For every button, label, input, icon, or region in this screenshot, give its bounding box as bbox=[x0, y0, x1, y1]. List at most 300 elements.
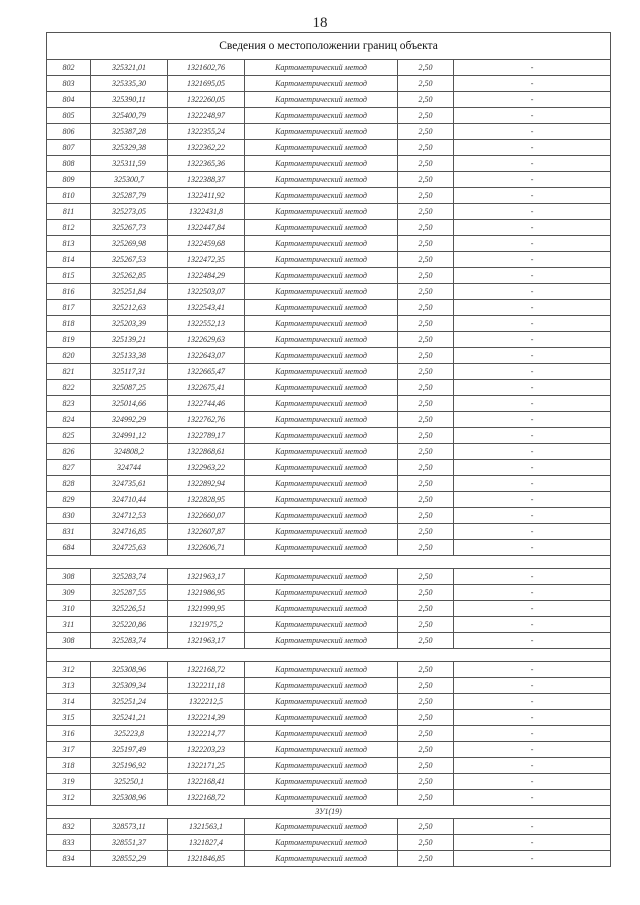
accuracy-cell: 2,50 bbox=[398, 252, 454, 268]
accuracy-cell: 2,50 bbox=[398, 172, 454, 188]
method-cell: Картометрический метод bbox=[245, 140, 398, 156]
y-coordinate-cell: 1322431,8 bbox=[168, 204, 245, 220]
point-number-cell: 314 bbox=[47, 694, 91, 710]
accuracy-cell: 2,50 bbox=[398, 835, 454, 851]
description-cell: - bbox=[454, 524, 611, 540]
x-coordinate-cell: 324712,53 bbox=[91, 508, 168, 524]
accuracy-cell: 2,50 bbox=[398, 540, 454, 556]
y-coordinate-cell: 1322211,18 bbox=[168, 678, 245, 694]
description-cell: - bbox=[454, 348, 611, 364]
x-coordinate-cell: 325251,24 bbox=[91, 694, 168, 710]
accuracy-cell: 2,50 bbox=[398, 569, 454, 585]
description-cell: - bbox=[454, 268, 611, 284]
accuracy-cell: 2,50 bbox=[398, 76, 454, 92]
table-row bbox=[47, 444, 611, 460]
table-row bbox=[47, 380, 611, 396]
y-coordinate-cell: 1321999,95 bbox=[168, 601, 245, 617]
group-separator bbox=[47, 556, 611, 569]
method-cell: Картометрический метод bbox=[245, 774, 398, 790]
description-cell: - bbox=[454, 476, 611, 492]
y-coordinate-cell: 1322789,17 bbox=[168, 428, 245, 444]
accuracy-cell: 2,50 bbox=[398, 364, 454, 380]
y-coordinate-cell: 1322643,07 bbox=[168, 348, 245, 364]
y-coordinate-cell: 1321846,85 bbox=[168, 851, 245, 867]
accuracy-cell: 2,50 bbox=[398, 188, 454, 204]
y-coordinate-cell: 1322484,29 bbox=[168, 268, 245, 284]
point-number-cell: 809 bbox=[47, 172, 91, 188]
description-cell: - bbox=[454, 188, 611, 204]
method-cell: Картометрический метод bbox=[245, 710, 398, 726]
table-row bbox=[47, 819, 611, 835]
table-row bbox=[47, 332, 611, 348]
description-cell: - bbox=[454, 633, 611, 649]
description-cell: - bbox=[454, 819, 611, 835]
y-coordinate-cell: 1322892,94 bbox=[168, 476, 245, 492]
y-coordinate-cell: 1322411,92 bbox=[168, 188, 245, 204]
description-cell: - bbox=[454, 790, 611, 806]
description-cell: - bbox=[454, 835, 611, 851]
y-coordinate-cell: 1321602,76 bbox=[168, 60, 245, 76]
method-cell: Картометрический метод bbox=[245, 348, 398, 364]
accuracy-cell: 2,50 bbox=[398, 348, 454, 364]
y-coordinate-cell: 1322828,95 bbox=[168, 492, 245, 508]
x-coordinate-cell: 325133,38 bbox=[91, 348, 168, 364]
table-row bbox=[47, 300, 611, 316]
y-coordinate-cell: 1322447,84 bbox=[168, 220, 245, 236]
description-cell: - bbox=[454, 678, 611, 694]
method-cell: Картометрический метод bbox=[245, 220, 398, 236]
method-cell: Картометрический метод bbox=[245, 540, 398, 556]
table-row bbox=[47, 569, 611, 585]
accuracy-cell: 2,50 bbox=[398, 694, 454, 710]
table-row bbox=[47, 108, 611, 124]
method-cell: Картометрический метод bbox=[245, 172, 398, 188]
point-number-cell: 819 bbox=[47, 332, 91, 348]
point-number-cell: 316 bbox=[47, 726, 91, 742]
method-cell: Картометрический метод bbox=[245, 108, 398, 124]
accuracy-cell: 2,50 bbox=[398, 92, 454, 108]
table-title: Сведения о местоположении границ объекта bbox=[47, 33, 611, 60]
point-number-cell: 804 bbox=[47, 92, 91, 108]
table-row bbox=[47, 790, 611, 806]
method-cell: Картометрический метод bbox=[245, 364, 398, 380]
table-row bbox=[47, 252, 611, 268]
description-cell: - bbox=[454, 540, 611, 556]
accuracy-cell: 2,50 bbox=[398, 156, 454, 172]
accuracy-cell: 2,50 bbox=[398, 774, 454, 790]
description-cell: - bbox=[454, 236, 611, 252]
method-cell: Картометрический метод bbox=[245, 524, 398, 540]
point-number-cell: 834 bbox=[47, 851, 91, 867]
description-cell: - bbox=[454, 140, 611, 156]
x-coordinate-cell: 325087,25 bbox=[91, 380, 168, 396]
point-number-cell: 803 bbox=[47, 76, 91, 92]
table-row bbox=[47, 60, 611, 76]
table-row bbox=[47, 758, 611, 774]
y-coordinate-cell: 1322355,24 bbox=[168, 124, 245, 140]
x-coordinate-cell: 325329,38 bbox=[91, 140, 168, 156]
x-coordinate-cell: 324710,44 bbox=[91, 492, 168, 508]
accuracy-cell: 2,50 bbox=[398, 617, 454, 633]
y-coordinate-cell: 1321963,17 bbox=[168, 569, 245, 585]
method-cell: Картометрический метод bbox=[245, 790, 398, 806]
accuracy-cell: 2,50 bbox=[398, 662, 454, 678]
table-row bbox=[47, 460, 611, 476]
accuracy-cell: 2,50 bbox=[398, 140, 454, 156]
point-number-cell: 810 bbox=[47, 188, 91, 204]
point-number-cell: 802 bbox=[47, 60, 91, 76]
x-coordinate-cell: 325283,74 bbox=[91, 633, 168, 649]
y-coordinate-cell: 1322543,41 bbox=[168, 300, 245, 316]
accuracy-cell: 2,50 bbox=[398, 492, 454, 508]
method-cell: Картометрический метод bbox=[245, 444, 398, 460]
method-cell: Картометрический метод bbox=[245, 412, 398, 428]
x-coordinate-cell: 325250,1 bbox=[91, 774, 168, 790]
accuracy-cell: 2,50 bbox=[398, 124, 454, 140]
accuracy-cell: 2,50 bbox=[398, 396, 454, 412]
method-cell: Картометрический метод bbox=[245, 428, 398, 444]
accuracy-cell: 2,50 bbox=[398, 428, 454, 444]
description-cell: - bbox=[454, 569, 611, 585]
x-coordinate-cell: 325335,30 bbox=[91, 76, 168, 92]
description-cell: - bbox=[454, 601, 611, 617]
table-header-row bbox=[47, 33, 611, 60]
method-cell: Картометрический метод bbox=[245, 678, 398, 694]
x-coordinate-cell: 325139,21 bbox=[91, 332, 168, 348]
table-row bbox=[47, 524, 611, 540]
x-coordinate-cell: 325287,55 bbox=[91, 585, 168, 601]
x-coordinate-cell: 325267,73 bbox=[91, 220, 168, 236]
description-cell: - bbox=[454, 396, 611, 412]
method-cell: Картометрический метод bbox=[245, 460, 398, 476]
y-coordinate-cell: 1322744,46 bbox=[168, 396, 245, 412]
y-coordinate-cell: 1322168,72 bbox=[168, 790, 245, 806]
method-cell: Картометрический метод bbox=[245, 156, 398, 172]
point-number-cell: 684 bbox=[47, 540, 91, 556]
description-cell: - bbox=[454, 662, 611, 678]
point-number-cell: 807 bbox=[47, 140, 91, 156]
point-number-cell: 820 bbox=[47, 348, 91, 364]
accuracy-cell: 2,50 bbox=[398, 380, 454, 396]
accuracy-cell: 2,50 bbox=[398, 412, 454, 428]
description-cell: - bbox=[454, 284, 611, 300]
table-row bbox=[47, 140, 611, 156]
table-row bbox=[47, 236, 611, 252]
x-coordinate-cell: 325387,28 bbox=[91, 124, 168, 140]
point-number-cell: 310 bbox=[47, 601, 91, 617]
y-coordinate-cell: 1322660,07 bbox=[168, 508, 245, 524]
table-row bbox=[47, 428, 611, 444]
x-coordinate-cell: 324735,61 bbox=[91, 476, 168, 492]
x-coordinate-cell: 325300,7 bbox=[91, 172, 168, 188]
table-row bbox=[47, 835, 611, 851]
table-row bbox=[47, 633, 611, 649]
x-coordinate-cell: 325223,8 bbox=[91, 726, 168, 742]
description-cell: - bbox=[454, 204, 611, 220]
point-number-cell: 814 bbox=[47, 252, 91, 268]
point-number-cell: 826 bbox=[47, 444, 91, 460]
x-coordinate-cell: 325269,98 bbox=[91, 236, 168, 252]
method-cell: Картометрический метод bbox=[245, 835, 398, 851]
accuracy-cell: 2,50 bbox=[398, 851, 454, 867]
point-number-cell: 828 bbox=[47, 476, 91, 492]
x-coordinate-cell: 328551,37 bbox=[91, 835, 168, 851]
method-cell: Картометрический метод bbox=[245, 662, 398, 678]
description-cell: - bbox=[454, 492, 611, 508]
description-cell: - bbox=[454, 617, 611, 633]
method-cell: Картометрический метод bbox=[245, 124, 398, 140]
table-row bbox=[47, 284, 611, 300]
method-cell: Картометрический метод bbox=[245, 252, 398, 268]
accuracy-cell: 2,50 bbox=[398, 633, 454, 649]
accuracy-cell: 2,50 bbox=[398, 300, 454, 316]
method-cell: Картометрический метод bbox=[245, 492, 398, 508]
y-coordinate-cell: 1322362,22 bbox=[168, 140, 245, 156]
accuracy-cell: 2,50 bbox=[398, 60, 454, 76]
x-coordinate-cell: 325308,96 bbox=[91, 790, 168, 806]
group-separator-row bbox=[47, 649, 611, 662]
point-number-cell: 830 bbox=[47, 508, 91, 524]
page-number: 18 bbox=[312, 15, 328, 31]
x-coordinate-cell: 325283,74 bbox=[91, 569, 168, 585]
point-number-cell: 821 bbox=[47, 364, 91, 380]
point-number-cell: 312 bbox=[47, 662, 91, 678]
x-coordinate-cell: 325321,01 bbox=[91, 60, 168, 76]
description-cell: - bbox=[454, 156, 611, 172]
y-coordinate-cell: 1322607,87 bbox=[168, 524, 245, 540]
y-coordinate-cell: 1321963,17 bbox=[168, 633, 245, 649]
point-number-cell: 309 bbox=[47, 585, 91, 601]
description-cell: - bbox=[454, 220, 611, 236]
y-coordinate-cell: 1322762,76 bbox=[168, 412, 245, 428]
point-number-cell: 811 bbox=[47, 204, 91, 220]
table-row bbox=[47, 412, 611, 428]
point-number-cell: 317 bbox=[47, 742, 91, 758]
description-cell: - bbox=[454, 460, 611, 476]
table-row bbox=[47, 662, 611, 678]
method-cell: Картометрический метод bbox=[245, 694, 398, 710]
x-coordinate-cell: 325308,96 bbox=[91, 662, 168, 678]
point-number-cell: 808 bbox=[47, 156, 91, 172]
table-row bbox=[47, 492, 611, 508]
point-number-cell: 805 bbox=[47, 108, 91, 124]
y-coordinate-cell: 1321695,05 bbox=[168, 76, 245, 92]
y-coordinate-cell: 1322472,35 bbox=[168, 252, 245, 268]
description-cell: - bbox=[454, 108, 611, 124]
method-cell: Картометрический метод bbox=[245, 585, 398, 601]
accuracy-cell: 2,50 bbox=[398, 524, 454, 540]
accuracy-cell: 2,50 bbox=[398, 236, 454, 252]
x-coordinate-cell: 325226,51 bbox=[91, 601, 168, 617]
method-cell: Картометрический метод bbox=[245, 268, 398, 284]
y-coordinate-cell: 1321563,1 bbox=[168, 819, 245, 835]
table-row bbox=[47, 774, 611, 790]
table-row bbox=[47, 617, 611, 633]
y-coordinate-cell: 1322203,23 bbox=[168, 742, 245, 758]
table-row bbox=[47, 172, 611, 188]
point-number-cell: 812 bbox=[47, 220, 91, 236]
method-cell: Картометрический метод bbox=[245, 476, 398, 492]
x-coordinate-cell: 325273,05 bbox=[91, 204, 168, 220]
table-row bbox=[47, 678, 611, 694]
y-coordinate-cell: 1322248,97 bbox=[168, 108, 245, 124]
table-row bbox=[47, 694, 611, 710]
description-cell: - bbox=[454, 694, 611, 710]
method-cell: Картометрический метод bbox=[245, 204, 398, 220]
y-coordinate-cell: 1322629,63 bbox=[168, 332, 245, 348]
description-cell: - bbox=[454, 76, 611, 92]
table-row bbox=[47, 124, 611, 140]
accuracy-cell: 2,50 bbox=[398, 710, 454, 726]
y-coordinate-cell: 1322168,72 bbox=[168, 662, 245, 678]
method-cell: Картометрический метод bbox=[245, 316, 398, 332]
point-number-cell: 315 bbox=[47, 710, 91, 726]
table-row bbox=[47, 188, 611, 204]
x-coordinate-cell: 325267,53 bbox=[91, 252, 168, 268]
table-row bbox=[47, 76, 611, 92]
y-coordinate-cell: 1322171,25 bbox=[168, 758, 245, 774]
description-cell: - bbox=[454, 428, 611, 444]
table-row bbox=[47, 710, 611, 726]
y-coordinate-cell: 1322214,39 bbox=[168, 710, 245, 726]
method-cell: Картометрический метод bbox=[245, 601, 398, 617]
method-cell: Картометрический метод bbox=[245, 332, 398, 348]
y-coordinate-cell: 1322214,77 bbox=[168, 726, 245, 742]
section-label: ЗУ1(19) bbox=[47, 806, 611, 819]
x-coordinate-cell: 325197,49 bbox=[91, 742, 168, 758]
accuracy-cell: 2,50 bbox=[398, 742, 454, 758]
y-coordinate-cell: 1321986,95 bbox=[168, 585, 245, 601]
point-number-cell: 806 bbox=[47, 124, 91, 140]
point-number-cell: 319 bbox=[47, 774, 91, 790]
point-number-cell: 827 bbox=[47, 460, 91, 476]
method-cell: Картометрический метод bbox=[245, 758, 398, 774]
y-coordinate-cell: 1321827,4 bbox=[168, 835, 245, 851]
point-number-cell: 813 bbox=[47, 236, 91, 252]
y-coordinate-cell: 1322606,71 bbox=[168, 540, 245, 556]
x-coordinate-cell: 325262,85 bbox=[91, 268, 168, 284]
accuracy-cell: 2,50 bbox=[398, 508, 454, 524]
x-coordinate-cell: 325241,21 bbox=[91, 710, 168, 726]
point-number-cell: 825 bbox=[47, 428, 91, 444]
accuracy-cell: 2,50 bbox=[398, 332, 454, 348]
accuracy-cell: 2,50 bbox=[398, 460, 454, 476]
point-number-cell: 308 bbox=[47, 633, 91, 649]
x-coordinate-cell: 325311,59 bbox=[91, 156, 168, 172]
description-cell: - bbox=[454, 364, 611, 380]
table-row bbox=[47, 540, 611, 556]
point-number-cell: 313 bbox=[47, 678, 91, 694]
x-coordinate-cell: 324725,63 bbox=[91, 540, 168, 556]
method-cell: Картометрический метод bbox=[245, 726, 398, 742]
x-coordinate-cell: 325196,92 bbox=[91, 758, 168, 774]
accuracy-cell: 2,50 bbox=[398, 601, 454, 617]
x-coordinate-cell: 325309,34 bbox=[91, 678, 168, 694]
point-number-cell: 815 bbox=[47, 268, 91, 284]
x-coordinate-cell: 328552,29 bbox=[91, 851, 168, 867]
method-cell: Картометрический метод bbox=[245, 819, 398, 835]
x-coordinate-cell: 325390,11 bbox=[91, 92, 168, 108]
x-coordinate-cell: 325014,66 bbox=[91, 396, 168, 412]
accuracy-cell: 2,50 bbox=[398, 108, 454, 124]
y-coordinate-cell: 1322459,68 bbox=[168, 236, 245, 252]
x-coordinate-cell: 324744 bbox=[91, 460, 168, 476]
point-number-cell: 816 bbox=[47, 284, 91, 300]
table-row bbox=[47, 92, 611, 108]
y-coordinate-cell: 1322212,5 bbox=[168, 694, 245, 710]
description-cell: - bbox=[454, 851, 611, 867]
accuracy-cell: 2,50 bbox=[398, 476, 454, 492]
y-coordinate-cell: 1322365,36 bbox=[168, 156, 245, 172]
method-cell: Картометрический метод bbox=[245, 92, 398, 108]
description-cell: - bbox=[454, 252, 611, 268]
table-row bbox=[47, 476, 611, 492]
table-row bbox=[47, 585, 611, 601]
x-coordinate-cell: 325117,31 bbox=[91, 364, 168, 380]
x-coordinate-cell: 325203,39 bbox=[91, 316, 168, 332]
method-cell: Картометрический метод bbox=[245, 188, 398, 204]
coordinates-sheet bbox=[46, 32, 610, 867]
y-coordinate-cell: 1322388,37 bbox=[168, 172, 245, 188]
point-number-cell: 824 bbox=[47, 412, 91, 428]
description-cell: - bbox=[454, 380, 611, 396]
method-cell: Картометрический метод bbox=[245, 742, 398, 758]
x-coordinate-cell: 325220,86 bbox=[91, 617, 168, 633]
y-coordinate-cell: 1322675,41 bbox=[168, 380, 245, 396]
description-cell: - bbox=[454, 758, 611, 774]
x-coordinate-cell: 328573,11 bbox=[91, 819, 168, 835]
table-row bbox=[47, 851, 611, 867]
y-coordinate-cell: 1322260,05 bbox=[168, 92, 245, 108]
accuracy-cell: 2,50 bbox=[398, 268, 454, 284]
x-coordinate-cell: 324716,85 bbox=[91, 524, 168, 540]
table-row bbox=[47, 726, 611, 742]
description-cell: - bbox=[454, 412, 611, 428]
method-cell: Картометрический метод bbox=[245, 633, 398, 649]
section-label-row bbox=[47, 806, 611, 819]
method-cell: Картометрический метод bbox=[245, 300, 398, 316]
point-number-cell: 831 bbox=[47, 524, 91, 540]
table-row bbox=[47, 742, 611, 758]
group-separator-row bbox=[47, 556, 611, 569]
point-number-cell: 833 bbox=[47, 835, 91, 851]
point-number-cell: 829 bbox=[47, 492, 91, 508]
group-separator bbox=[47, 649, 611, 662]
table-row bbox=[47, 316, 611, 332]
description-cell: - bbox=[454, 92, 611, 108]
method-cell: Картометрический метод bbox=[245, 60, 398, 76]
description-cell: - bbox=[454, 710, 611, 726]
method-cell: Картометрический метод bbox=[245, 76, 398, 92]
point-number-cell: 823 bbox=[47, 396, 91, 412]
y-coordinate-cell: 1322168,41 bbox=[168, 774, 245, 790]
method-cell: Картометрический метод bbox=[245, 851, 398, 867]
point-number-cell: 312 bbox=[47, 790, 91, 806]
description-cell: - bbox=[454, 300, 611, 316]
accuracy-cell: 2,50 bbox=[398, 819, 454, 835]
x-coordinate-cell: 324992,29 bbox=[91, 412, 168, 428]
description-cell: - bbox=[454, 332, 611, 348]
point-number-cell: 311 bbox=[47, 617, 91, 633]
accuracy-cell: 2,50 bbox=[398, 758, 454, 774]
y-coordinate-cell: 1322665,47 bbox=[168, 364, 245, 380]
description-cell: - bbox=[454, 726, 611, 742]
description-cell: - bbox=[454, 508, 611, 524]
point-number-cell: 318 bbox=[47, 758, 91, 774]
table-row bbox=[47, 220, 611, 236]
table-row bbox=[47, 364, 611, 380]
x-coordinate-cell: 324991,12 bbox=[91, 428, 168, 444]
